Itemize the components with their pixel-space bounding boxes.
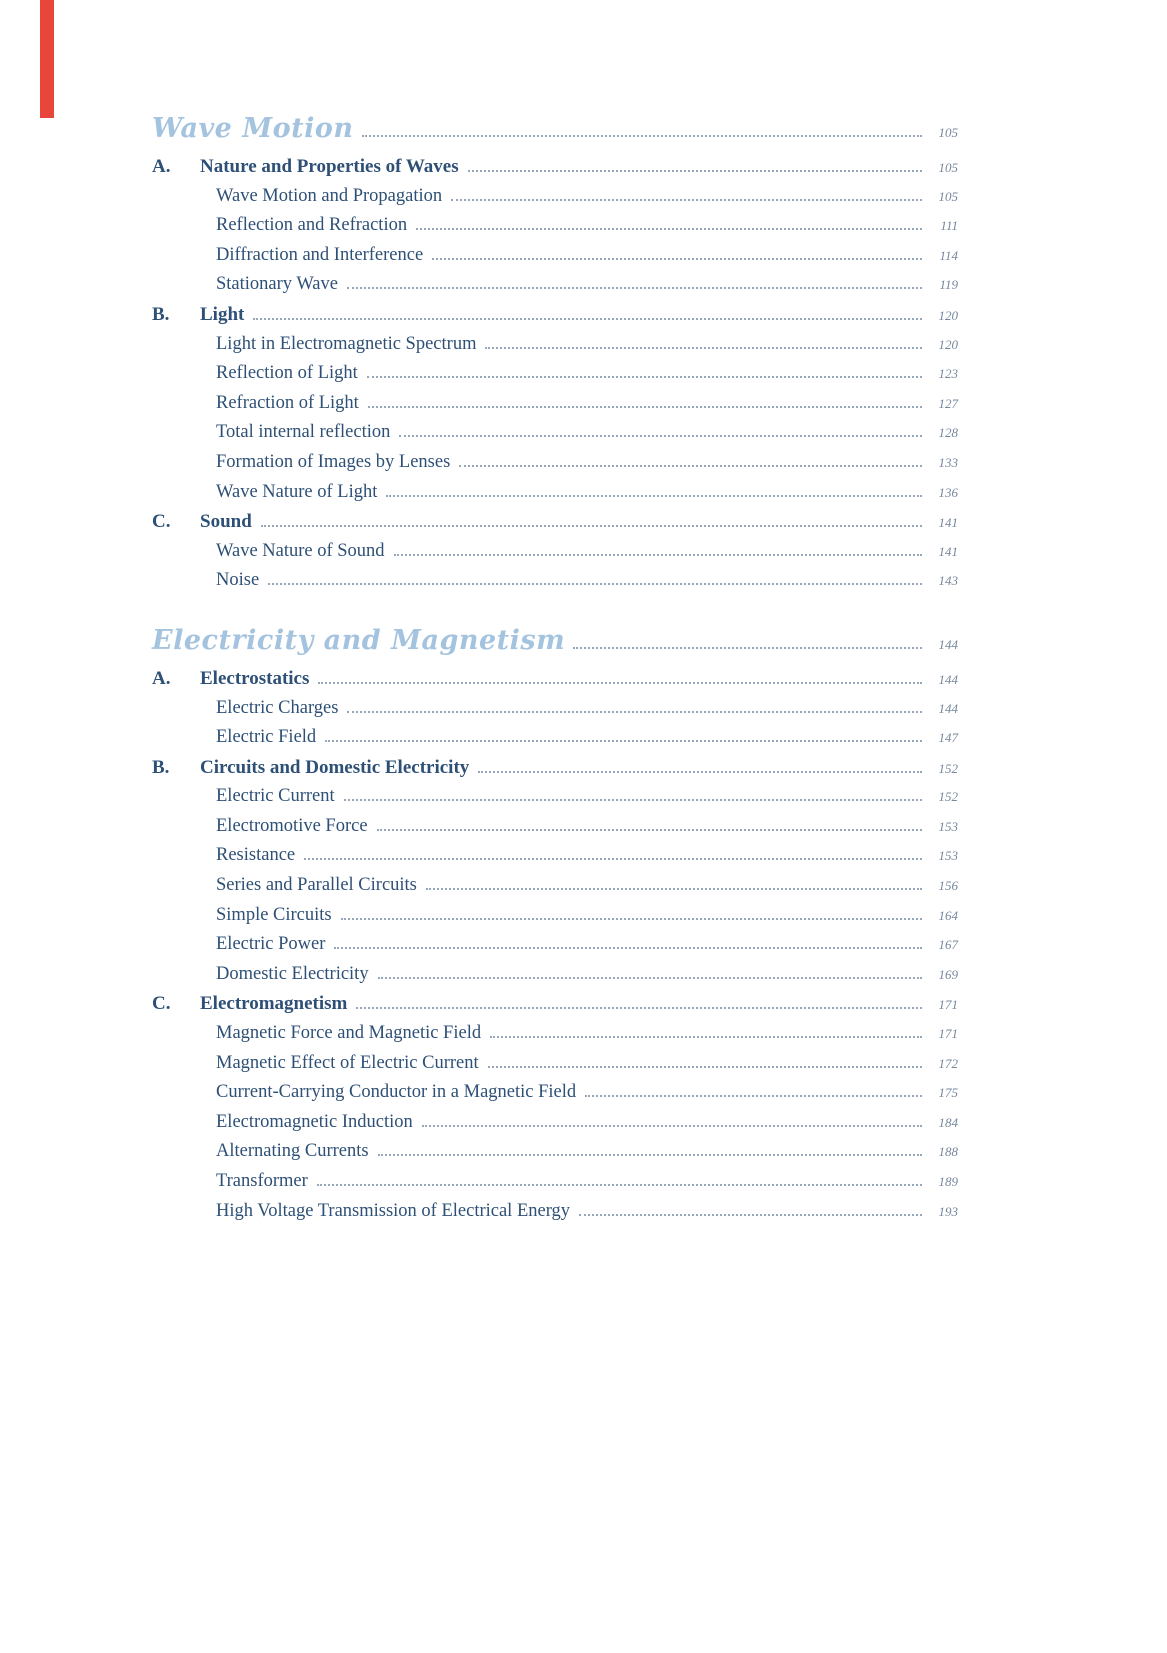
toc-item-title: Current-Carrying Conductor in a Magnetic Field [216, 1082, 577, 1103]
toc-entry [152, 1108, 958, 1138]
toc-entry [152, 841, 958, 871]
toc-page-number: 141 [938, 515, 958, 531]
dotted-leader [318, 681, 922, 684]
toc-page-number: 105 [938, 160, 958, 175]
toc-item-title: Magnetic Effect of Electric Current [216, 1052, 479, 1073]
toc-entry [152, 694, 958, 724]
toc-item-title: Electric Current [216, 786, 335, 807]
dotted-leader [268, 582, 922, 585]
toc-page-number: 144 [938, 671, 958, 687]
toc-item-title: Wave Nature of Sound [216, 540, 385, 561]
toc-item-title: Light in Electromagnetic Spectrum [216, 333, 477, 354]
dotted-leader [347, 710, 922, 713]
toc-group-title: Sound [200, 511, 252, 533]
toc-section-title: Electricity and Magnetism [152, 624, 566, 656]
toc-entry [152, 566, 958, 596]
toc-item-title: Electric Charges [216, 697, 339, 718]
toc-entry [152, 618, 958, 664]
dotted-leader [579, 1213, 922, 1216]
toc-item-title: Simple Circuits [216, 904, 332, 925]
toc-entry [152, 507, 958, 537]
toc-page-number: 114 [939, 247, 958, 263]
toc-item-title: Wave Nature of Light [216, 481, 378, 502]
toc-entry [152, 182, 958, 212]
toc-page-number: 105 [938, 188, 958, 204]
dotted-leader [304, 857, 922, 860]
dotted-leader [478, 770, 922, 773]
toc-entry [152, 871, 958, 901]
toc-page-number: 105 [938, 125, 958, 140]
toc-entry [152, 448, 958, 478]
toc-page-number: 189 [938, 1174, 958, 1189]
dotted-leader [459, 464, 922, 467]
dotted-leader [377, 828, 922, 831]
dotted-leader [341, 917, 922, 920]
toc-item-title: Formation of Images by Lenses [216, 451, 451, 472]
toc-group-letter: A. [152, 667, 171, 689]
toc-page-number: 144 [938, 636, 958, 652]
toc-page-number: 152 [938, 760, 958, 776]
toc-entry [152, 1137, 958, 1167]
toc-page-number: 152 [938, 789, 958, 805]
toc-page-number: 136 [938, 484, 958, 500]
dotted-leader [261, 524, 922, 527]
toc-page-number: 111 [940, 218, 958, 234]
toc-entry [152, 152, 958, 182]
dotted-leader [426, 887, 922, 890]
toc-entry [152, 478, 958, 508]
toc-item-title: High Voltage Transmission of Electrical Energy [216, 1200, 571, 1221]
dotted-leader [451, 198, 922, 201]
toc-entry [152, 418, 958, 448]
dotted-leader [253, 317, 922, 320]
toc-entry [152, 989, 958, 1019]
toc-page-number: 120 [938, 307, 958, 323]
dotted-leader [432, 257, 922, 260]
dotted-leader [334, 946, 922, 949]
toc-item-title: Domestic Electricity [216, 963, 369, 984]
toc-entry [152, 389, 958, 419]
dotted-leader [325, 739, 922, 742]
toc-item-title: Electromotive Force [216, 815, 368, 836]
toc-entry [152, 1167, 958, 1197]
dotted-leader [356, 1006, 922, 1009]
toc-item-title: Total internal reflection [216, 422, 391, 443]
toc-page-number: 141 [938, 543, 958, 559]
toc-page-number: 171 [938, 1026, 958, 1042]
toc-page-number: 156 [938, 878, 958, 894]
dotted-leader [317, 1183, 922, 1186]
toc-entry [152, 106, 958, 152]
toc-item-title: Alternating Currents [216, 1141, 369, 1162]
toc-item-title: Electromagnetic Induction [216, 1111, 413, 1132]
toc-entry [152, 537, 958, 567]
toc-page-number: 184 [938, 1114, 958, 1130]
dotted-leader [488, 1065, 922, 1068]
toc-page-number: 167 [938, 937, 958, 953]
dotted-leader [573, 646, 922, 649]
toc-section-title: Wave Motion [152, 113, 354, 144]
toc-entry [152, 782, 958, 812]
toc-entry [152, 359, 958, 389]
toc-entry [152, 664, 958, 694]
toc-entry [152, 1078, 958, 1108]
dotted-leader [416, 227, 922, 230]
toc-entry [152, 723, 958, 753]
toc-group-title: Circuits and Domestic Electricity [200, 756, 470, 778]
toc-item-title: Magnetic Force and Magnetic Field [216, 1023, 482, 1044]
dotted-leader [347, 286, 922, 289]
toc-page-number: 171 [938, 997, 958, 1013]
dotted-leader [386, 494, 922, 497]
toc-item-title: Series and Parallel Circuits [216, 875, 417, 896]
toc-entry [152, 930, 958, 960]
toc-page-number: 143 [938, 573, 958, 589]
toc-group-letter: A. [152, 156, 171, 177]
toc-page-number: 188 [938, 1144, 958, 1160]
toc-entry [152, 1197, 958, 1227]
toc-page-number: 172 [938, 1055, 958, 1071]
toc-entry [152, 1019, 958, 1049]
toc-item-title: Resistance [216, 845, 296, 866]
toc-group-title: Light [200, 303, 245, 325]
toc-page-number: 133 [938, 454, 958, 470]
toc-page-number: 153 [938, 818, 958, 834]
toc-group-letter: C. [152, 993, 171, 1015]
dotted-leader [468, 169, 922, 172]
toc-item-title: Reflection and Refraction [216, 215, 408, 236]
toc-entry [152, 241, 958, 271]
dotted-leader [368, 405, 922, 408]
toc-entry [152, 300, 958, 330]
toc-page-number: 153 [938, 848, 958, 864]
dotted-leader [367, 375, 922, 378]
toc-group-title: Nature and Properties of Waves [200, 156, 459, 177]
toc-item-title: Wave Motion and Propagation [216, 185, 443, 206]
toc-group-letter: C. [152, 511, 171, 533]
toc-item-title: Electric Power [216, 934, 326, 955]
toc-item-title: Electric Field [216, 727, 317, 748]
dotted-leader [490, 1035, 922, 1038]
dotted-leader [378, 1153, 922, 1156]
toc-page-number: 175 [938, 1085, 958, 1101]
toc-page-number: 147 [938, 730, 958, 746]
dotted-leader [485, 346, 922, 349]
toc-group-letter: B. [152, 303, 170, 325]
dotted-leader [394, 553, 922, 556]
toc-entry [152, 812, 958, 842]
toc-page-number: 127 [938, 395, 958, 411]
toc-page-number: 123 [938, 366, 958, 382]
red-accent-bar [40, 0, 54, 118]
toc-entry [152, 960, 958, 990]
toc-page-number: 120 [938, 336, 958, 352]
dotted-leader [344, 798, 922, 801]
toc-entry [152, 211, 958, 241]
toc-item-title: Transformer [216, 1171, 308, 1191]
toc-page-number: 128 [938, 425, 958, 441]
toc-page-number: 144 [938, 700, 958, 716]
toc-page-number: 164 [938, 907, 958, 923]
toc-group-title: Electromagnetism [200, 993, 348, 1015]
toc-entry [152, 753, 958, 783]
toc-item-title: Diffraction and Interference [216, 244, 424, 265]
toc-group-title: Electrostatics [200, 667, 310, 689]
toc-item-title: Reflection of Light [216, 363, 358, 384]
toc-item-title: Noise [216, 570, 260, 591]
toc-page-number: 119 [939, 277, 958, 293]
toc-section [152, 618, 958, 1226]
dotted-leader [422, 1124, 922, 1127]
toc-page-number: 193 [938, 1203, 958, 1219]
toc-entry [152, 330, 958, 360]
dotted-leader [585, 1094, 922, 1097]
toc-page-number: 169 [938, 966, 958, 982]
toc [152, 106, 958, 1226]
toc-group-letter: B. [152, 756, 170, 778]
dotted-leader [378, 976, 922, 979]
dotted-leader [399, 434, 922, 437]
toc-section [152, 106, 958, 596]
toc-item-title: Stationary Wave [216, 274, 338, 295]
dotted-leader [362, 134, 922, 137]
toc-entry [152, 901, 958, 931]
toc-entry [152, 1049, 958, 1079]
toc-item-title: Refraction of Light [216, 392, 359, 413]
toc-entry [152, 270, 958, 300]
